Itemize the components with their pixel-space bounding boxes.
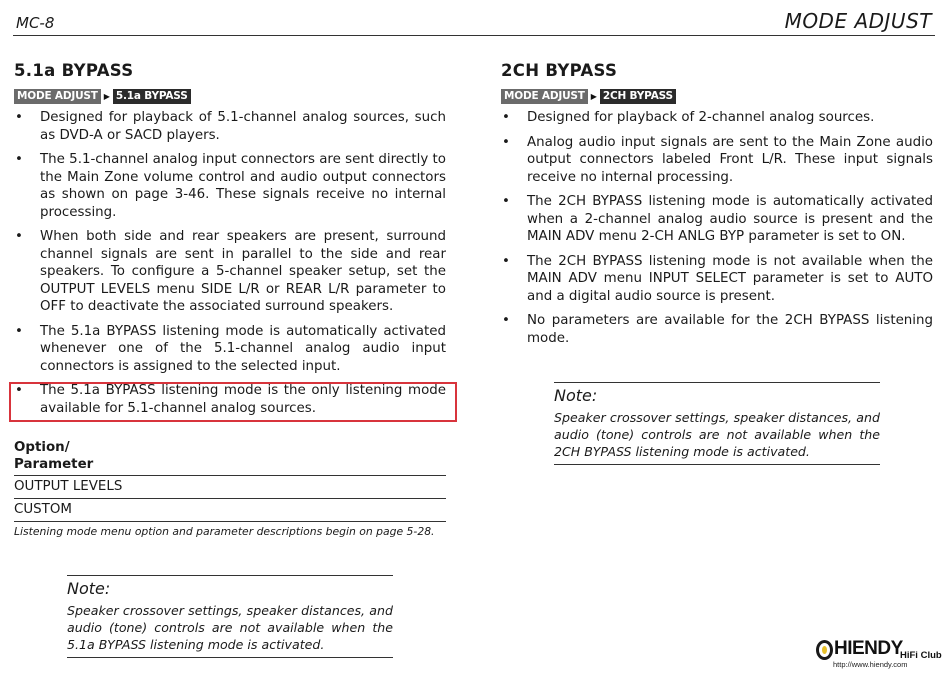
right-note-box: [554, 382, 880, 465]
section-title: MODE ADJUST: [784, 9, 932, 33]
list-item: [501, 109, 933, 127]
list-item-text: The 2CH BYPASS listening mode is not available when the MAIN ADV menu INPUT SELECT parameter is set to AUTO and a digital audio source is present.: [527, 253, 933, 304]
logo-brand: HIENDY: [834, 638, 903, 659]
header-rule: [13, 35, 935, 36]
note-title: Note:: [554, 386, 598, 405]
table-header-line: Option/: [14, 440, 70, 455]
bullet-icon: •: [502, 110, 510, 125]
table-header: [14, 439, 446, 476]
breadcrumb-mode-chip: MODE ADJUST: [501, 89, 588, 104]
breadcrumb-mode-chip: MODE ADJUST: [14, 89, 101, 104]
bullet-icon: •: [15, 229, 23, 244]
bullet-icon: •: [502, 194, 510, 209]
left-section-heading: 5.1a BYPASS: [14, 61, 134, 80]
left-breadcrumb: [14, 88, 446, 105]
right-breadcrumb: [501, 88, 933, 105]
logo-url: http://www.hiendy.com: [833, 660, 908, 669]
highlight-box: [9, 382, 457, 422]
bullet-icon: •: [15, 152, 23, 167]
table-row: CUSTOM: [14, 499, 446, 522]
left-column: [14, 60, 446, 538]
list-item-text: When both side and rear speakers are present, surround channel signals are sent in parallel to the side and rear speakers. To configure a 5-channel speaker setup, set the OUTPUT LEVELS menu SIDE L/R or REAR L/R parameter to OFF to deactivate the associated surround speakers.: [40, 229, 446, 314]
list-item-text: The 5.1a BYPASS listening mode is automatically activated whenever one of the 5.1-channel analog audio input connectors is assigned to the selected input.: [40, 323, 446, 374]
note-body: Speaker crossover settings, speaker distances, and audio (tone) controls are not available when the 2CH BYPASS listening mode is activated.: [554, 410, 880, 459]
logo-sub: HiFi Club: [900, 650, 942, 661]
left-bullet-list: [14, 109, 446, 417]
bullet-icon: •: [502, 253, 510, 269]
list-item-text: The 2CH BYPASS listening mode is automatically activated when a 2-channel analog audio source is present and the MAIN ADV menu 2-CH ANLG BYP parameter is set to ON.: [527, 194, 933, 244]
list-item: [14, 109, 446, 144]
page-id: MC-8: [16, 14, 55, 32]
right-section-heading: 2CH BYPASS: [501, 61, 618, 80]
list-item: [14, 323, 446, 376]
list-item-text: The 5.1a BYPASS listening mode is the only listening mode available for 5.1-channel analog sources.: [40, 383, 446, 416]
hiendy-logo: [816, 637, 944, 669]
list-item: [501, 193, 933, 246]
list-item-text: Designed for playback of 2-channel analog sources.: [527, 110, 875, 125]
list-item-text: The 5.1-channel analog input connectors are sent directly to the Main Zone volume control and audio output connectors as shown on page 3-46. These signals receive no internal processing.: [40, 152, 446, 220]
list-item: [501, 253, 933, 306]
right-column: [501, 60, 933, 354]
chevron-right-icon: ▶: [590, 92, 597, 101]
breadcrumb-current-chip: 5.1a BYPASS: [113, 89, 191, 104]
option-parameter-table: [14, 439, 446, 538]
list-item: [501, 312, 933, 347]
right-bullet-list: [501, 109, 933, 347]
bullet-icon: •: [15, 110, 23, 125]
note-body: Speaker crossover settings, speaker distances, and audio (tone) controls are not available when the 5.1a BYPASS listening mode is activated.: [67, 603, 393, 652]
note-title: Note:: [67, 579, 111, 598]
breadcrumb-current-chip: 2CH BYPASS: [600, 89, 676, 104]
list-item: [14, 228, 446, 316]
list-item-text: Analog audio input signals are sent to the Main Zone audio output connectors labeled Front L/R. These input signals receive no internal processing.: [527, 134, 933, 185]
logo-ring-icon: [816, 640, 833, 660]
list-item: [501, 134, 933, 187]
bullet-icon: •: [502, 313, 510, 328]
table-row: OUTPUT LEVELS: [14, 476, 446, 499]
list-item: [14, 151, 446, 221]
bullet-icon: •: [15, 323, 23, 339]
chevron-right-icon: ▶: [103, 92, 110, 101]
list-item-text: No parameters are available for the 2CH BYPASS listening mode.: [527, 313, 933, 346]
left-note-box: [67, 575, 393, 658]
table-footnote: Listening mode menu option and parameter descriptions begin on page 5-28.: [14, 525, 435, 538]
list-item-text: Designed for playback of 5.1-channel analog sources, such as DVD-A or SACD players.: [40, 110, 446, 143]
table-header-line: Parameter: [14, 457, 94, 472]
bullet-icon: •: [15, 383, 23, 398]
bullet-icon: •: [502, 134, 510, 150]
